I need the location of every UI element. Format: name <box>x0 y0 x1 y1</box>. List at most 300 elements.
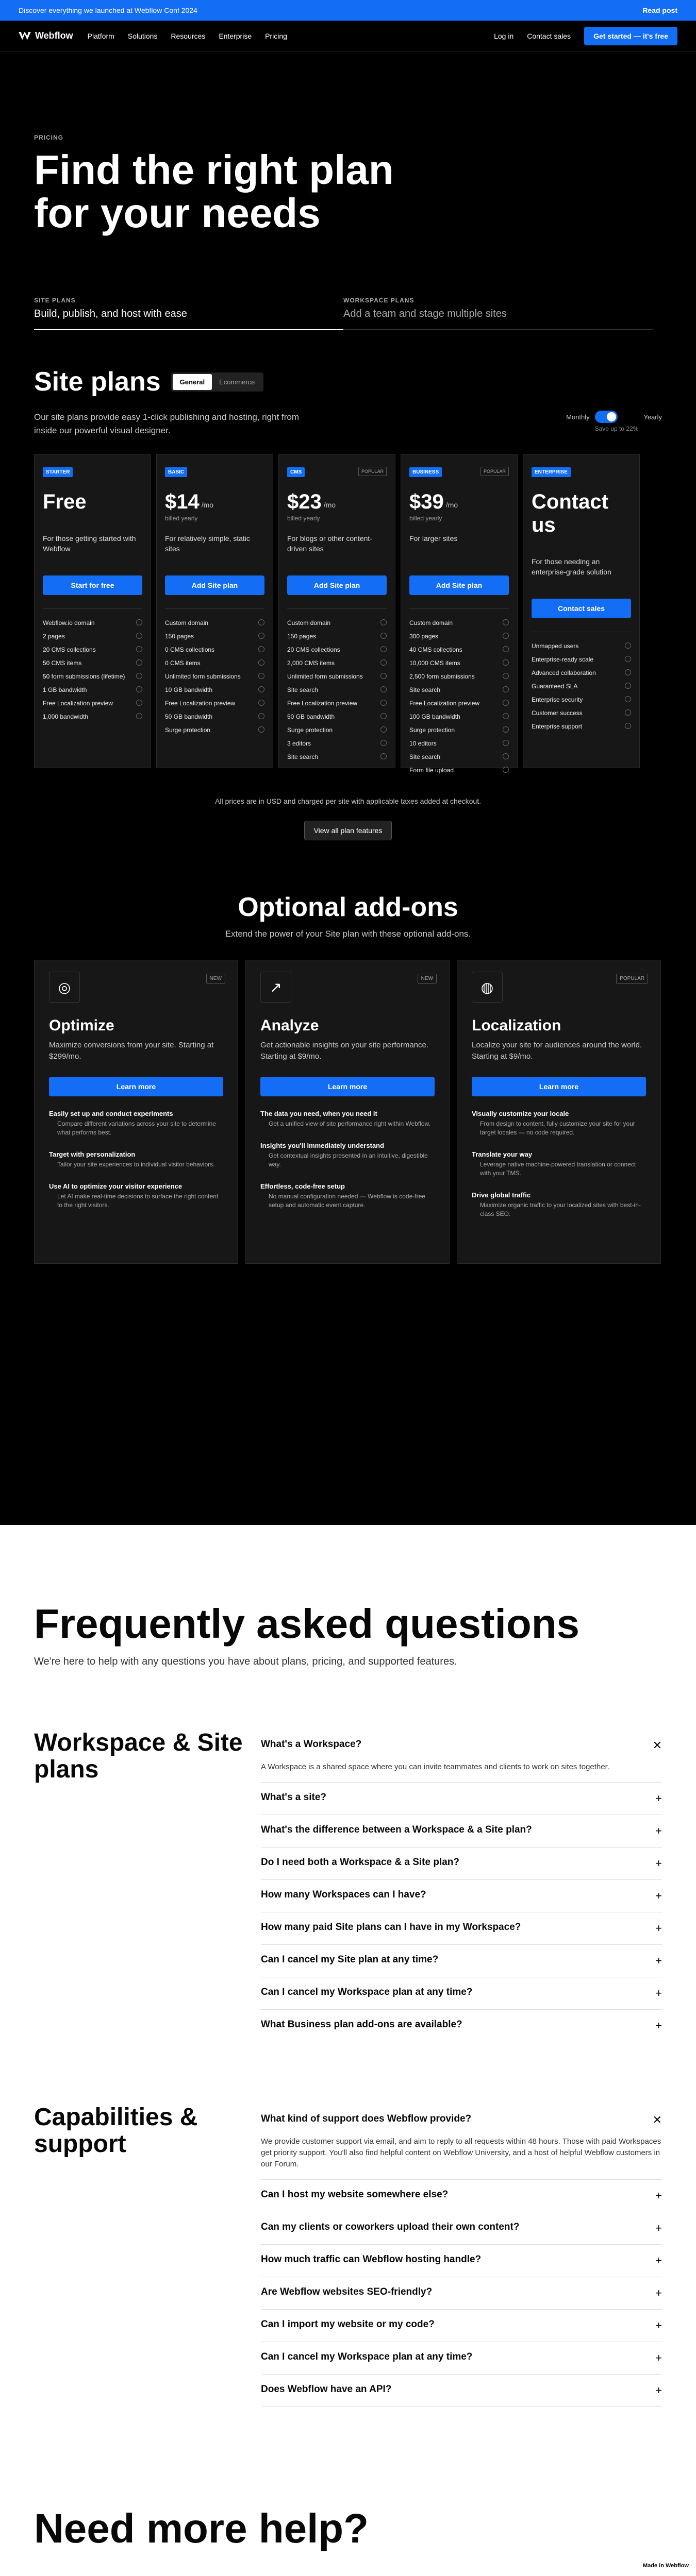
addon-feature-title: Use AI to optimize your visitor experience <box>49 1182 183 1190</box>
feature-item <box>287 630 387 643</box>
addon-feature <box>260 1142 435 1169</box>
plan-price <box>532 490 631 537</box>
feature-label: Webflow.io domain <box>43 619 95 626</box>
feature-item <box>165 697 264 710</box>
feature-item <box>532 666 631 680</box>
feature-item <box>165 616 264 630</box>
info-icon[interactable] <box>503 767 509 773</box>
plus-icon: + <box>655 1889 662 1902</box>
faq-question-text: What Business plan add-ons are available? <box>261 2019 462 2030</box>
faq-question[interactable] <box>261 2375 662 2407</box>
addon-icon: ◍ <box>472 972 503 1003</box>
info-icon[interactable] <box>625 683 631 689</box>
info-icon[interactable] <box>258 713 264 719</box>
feature-label: Custom domain <box>287 619 331 626</box>
feature-item <box>532 639 631 653</box>
info-icon[interactable] <box>380 619 387 625</box>
feature-label: 1 GB bandwidth <box>43 686 87 693</box>
faq-question[interactable] <box>261 2212 662 2245</box>
price-value: $14 <box>165 490 200 513</box>
feature-label: 150 pages <box>287 633 317 640</box>
feature-label: Unlimited form submissions <box>287 673 363 680</box>
info-icon[interactable] <box>503 740 509 746</box>
info-icon[interactable] <box>625 642 631 649</box>
info-icon[interactable] <box>625 656 631 662</box>
banner-text: Discover everything we launched at Webflow Conf 2024 <box>19 6 197 14</box>
feature-label: Custom domain <box>409 619 453 626</box>
info-icon[interactable] <box>258 673 264 679</box>
currency-note: All prices are in USD and charged per site with applicable taxes added at checkout. <box>215 797 481 805</box>
site-plans-section <box>0 330 696 840</box>
info-icon[interactable] <box>380 740 387 746</box>
faq-section <box>0 1525 696 2407</box>
info-icon[interactable] <box>258 686 264 692</box>
plus-icon: + <box>655 2286 662 2299</box>
learn-more-button[interactable]: Learn more <box>260 1077 435 1096</box>
feature-item <box>287 670 387 683</box>
addon-feature-title: Target with personalization <box>49 1150 136 1158</box>
nav-link-solutions[interactable]: Solutions <box>127 31 158 40</box>
feature-item <box>287 697 387 710</box>
info-icon[interactable] <box>380 713 387 719</box>
feature-item <box>165 656 264 670</box>
compare-plans-button[interactable]: View all plan features <box>304 821 392 840</box>
addon-feature-desc: From design to content, fully customize your site for your target locales — no code required. <box>480 1120 635 1136</box>
info-icon[interactable] <box>503 726 509 733</box>
addon-feature-title: Drive global traffic <box>472 1191 531 1199</box>
info-icon[interactable] <box>136 686 142 692</box>
feature-item <box>532 680 631 693</box>
plus-icon: + <box>655 2351 662 2364</box>
info-icon[interactable] <box>380 659 387 666</box>
faq-question[interactable] <box>261 2342 662 2375</box>
billing-period: billed yearly <box>409 515 442 522</box>
info-icon[interactable] <box>503 700 509 706</box>
addon-card <box>457 960 661 1264</box>
billing-switch[interactable] <box>595 411 618 423</box>
info-icon[interactable] <box>380 686 387 692</box>
plan-description: For relatively simple, static sites <box>165 534 250 553</box>
faq-group <box>34 1730 662 2042</box>
faq-group <box>34 2104 662 2407</box>
nav-link-resources[interactable]: Resources <box>171 31 206 40</box>
feature-item <box>287 656 387 670</box>
feature-label: Enterprise support <box>532 723 583 730</box>
help-title: Need more help? <box>34 2505 369 2551</box>
plan-cards <box>34 454 662 774</box>
price-value: Contact us <box>532 490 608 536</box>
info-icon[interactable] <box>258 659 264 666</box>
faq-question-open[interactable] <box>261 2104 662 2136</box>
faq-title: Frequently asked questions <box>34 1601 580 1647</box>
feature-label: 20 CMS collections <box>287 646 340 653</box>
feature-label: 3 editors <box>287 740 311 747</box>
addons-section <box>0 840 696 1264</box>
price-unit: /mo <box>201 501 214 509</box>
info-icon[interactable] <box>503 659 509 666</box>
tab-workspace-plans[interactable]: WORKSPACE PLANS Add a team and stage multiple sites <box>343 297 653 330</box>
info-icon[interactable] <box>258 646 264 652</box>
nav-link-platform[interactable]: Platform <box>87 31 114 40</box>
feature-list <box>165 608 264 737</box>
feature-item <box>165 630 264 643</box>
faq-question[interactable] <box>261 2277 662 2310</box>
monthly-label: Monthly <box>566 413 590 421</box>
faq-question[interactable] <box>261 1815 662 1848</box>
feature-label: Free Localization preview <box>43 700 113 707</box>
addon-description: Maximize conversions from your site. Starting at $299/mo. <box>49 1041 214 1061</box>
plus-icon: + <box>655 1922 662 1935</box>
info-icon[interactable] <box>258 619 264 625</box>
feature-list <box>532 632 631 733</box>
info-icon[interactable] <box>625 709 631 716</box>
feature-label: Customer success <box>532 709 583 717</box>
faq-question-text: How much traffic can Webflow hosting handle? <box>261 2254 482 2265</box>
nav-link-pricing[interactable]: Pricing <box>265 31 287 40</box>
hero <box>0 52 696 330</box>
faq-question-text: What's a site? <box>261 1792 326 1803</box>
info-icon[interactable] <box>503 633 509 639</box>
info-icon[interactable] <box>136 659 142 666</box>
plus-icon: + <box>655 1987 662 1999</box>
feature-label: Free Localization preview <box>287 700 358 707</box>
info-icon[interactable] <box>625 723 631 729</box>
faq-question-text: What kind of support does Webflow provide? <box>261 2113 472 2124</box>
plus-icon: + <box>655 2222 662 2234</box>
seg-ecommerce[interactable]: Ecommerce <box>219 378 255 386</box>
yearly-label: Yearly <box>643 413 662 421</box>
feature-label: 300 pages <box>409 633 439 640</box>
feature-label: 50 CMS items <box>43 659 82 667</box>
addon-feature-title: Insights you'll immediately understand <box>260 1142 385 1149</box>
faq-question[interactable] <box>261 1912 662 1945</box>
addon-feature-title: Visually customize your locale <box>472 1110 569 1117</box>
contact-sales-link[interactable]: Contact sales <box>527 31 571 40</box>
feature-item <box>287 723 387 737</box>
webflow-logo[interactable]: Webflow <box>19 30 73 41</box>
info-icon[interactable] <box>503 753 509 759</box>
faq-question-text: Can I host my website somewhere else? <box>261 2189 449 2200</box>
nav-link-enterprise[interactable]: Enterprise <box>219 31 252 40</box>
price-value: $39 <box>409 490 444 513</box>
info-icon[interactable] <box>136 646 142 652</box>
login-link[interactable]: Log in <box>494 31 514 40</box>
addon-feature-desc: Compare different variations across your site to determine what performs best. <box>57 1120 216 1136</box>
info-icon[interactable] <box>503 646 509 652</box>
faq-question[interactable] <box>261 1783 662 1815</box>
addon-feature-title: The data you need, when you need it <box>260 1110 377 1117</box>
feature-label: Guaranteed SLA <box>532 683 578 690</box>
faq-answer: We provide customer support via email, and aim to reply to all requests within 48 hours. Those with paid Workspaces get priority support. You'll also find helpful content on Webflow University, and a host of helpful Webflow customers in our Forum. <box>261 2136 662 2180</box>
addon-feature <box>472 1150 646 1178</box>
feature-label: Free Localization preview <box>409 700 480 707</box>
addon-feature-desc: Maximize organic traffic to your localized sites with best-in-class SEO. <box>480 1201 641 1217</box>
info-icon[interactable] <box>380 646 387 652</box>
save-note: Save up to 22% <box>594 425 639 432</box>
feature-item <box>43 656 142 670</box>
addon-feature <box>49 1110 223 1137</box>
feature-item <box>409 764 509 777</box>
plan-cta-button[interactable]: Start for free <box>43 575 142 595</box>
feature-item <box>409 697 509 710</box>
feature-label: 50 GB bandwidth <box>165 713 213 720</box>
faq-question[interactable] <box>261 1945 662 1977</box>
feature-label: Unlimited form submissions <box>165 673 241 680</box>
addon-badge: NEW <box>418 974 437 984</box>
feature-label: 0 CMS collections <box>165 646 215 653</box>
plan-description: For those needing an enterprise-grade solution <box>532 557 611 576</box>
feature-item <box>165 723 264 737</box>
billing-period <box>43 515 142 522</box>
faq-question-text: Can I cancel my Workspace plan at any time? <box>261 1987 473 1997</box>
addons-title: Optional add-ons <box>238 892 458 922</box>
info-icon[interactable] <box>380 700 387 706</box>
faq-group-title: Capabilities & support <box>34 2104 198 2158</box>
faq-question-text: Can I import my website or my code? <box>261 2319 435 2330</box>
plus-icon: + <box>655 1857 662 1870</box>
addon-card <box>245 960 450 1264</box>
addon-feature <box>472 1191 646 1218</box>
feature-label: Surge protection <box>165 726 211 734</box>
feature-label: Site search <box>287 753 319 760</box>
plus-icon: + <box>655 1824 662 1837</box>
feature-item <box>43 697 142 710</box>
plan-cta-button[interactable]: Contact sales <box>532 599 631 618</box>
plan-tag: BUSINESS <box>409 467 442 477</box>
feature-label: 40 CMS collections <box>409 646 462 653</box>
faq-question-open[interactable] <box>261 1730 662 1761</box>
feature-list <box>43 608 142 723</box>
price-value: Free <box>43 490 87 513</box>
plan-price <box>409 490 509 514</box>
addon-feature <box>49 1150 223 1169</box>
info-icon[interactable] <box>136 713 142 719</box>
info-icon[interactable] <box>503 619 509 625</box>
feature-item <box>165 683 264 697</box>
faq-question-text: Can my clients or coworkers upload their own content? <box>261 2222 520 2232</box>
info-icon[interactable] <box>136 633 142 639</box>
info-icon[interactable] <box>136 673 142 679</box>
site-plans-description: Our site plans provide easy 1-click publishing and hosting, right from inside our powerful visual designer. <box>34 412 300 435</box>
feature-item <box>287 750 387 764</box>
feature-label: Surge protection <box>287 726 333 734</box>
made-in-webflow-badge[interactable]: Made in Webflow <box>639 2560 693 2572</box>
feature-item <box>43 670 142 683</box>
close-icon[interactable]: ✕ <box>652 1739 662 1752</box>
addons-subtitle: Extend the power of your Site plan with these optional add-ons. <box>225 929 471 939</box>
faq-question-text: Are Webflow websites SEO-friendly? <box>261 2286 433 2297</box>
feature-list <box>287 608 387 764</box>
addon-feature <box>260 1182 435 1210</box>
info-icon[interactable] <box>136 619 142 625</box>
plan-cta-button[interactable]: Add Site plan <box>165 575 264 595</box>
billing-period <box>532 538 631 545</box>
addon-badge: NEW <box>206 974 225 984</box>
feature-item <box>43 710 142 723</box>
learn-more-button[interactable]: Learn more <box>472 1077 646 1096</box>
feature-label: 100 GB bandwidth <box>409 713 460 720</box>
feature-item <box>43 683 142 697</box>
price-unit: /mo <box>323 501 336 509</box>
feature-item <box>43 630 142 643</box>
feature-label: 10 GB bandwidth <box>165 686 213 693</box>
feature-label: 1,000 bandwidth <box>43 713 89 720</box>
info-icon[interactable] <box>258 700 264 706</box>
feature-item <box>409 670 509 683</box>
faq-lead: We're here to help with any questions you have about plans, pricing, and supported features. <box>34 1656 457 1667</box>
info-icon[interactable] <box>503 713 509 719</box>
feature-item <box>287 737 387 750</box>
webflow-logo-icon <box>19 32 31 40</box>
feature-item <box>287 710 387 723</box>
popular-badge: POPULAR <box>358 467 387 476</box>
info-icon[interactable] <box>503 686 509 692</box>
banner-link[interactable]: Read post <box>642 6 677 14</box>
plus-icon: + <box>655 1954 662 1967</box>
faq-question-text: How many Workspaces can I have? <box>261 1889 426 1900</box>
feature-label: 2,500 form submissions <box>409 673 475 680</box>
addon-feature-desc: Tailor your site experiences to individual visitor behaviors. <box>57 1161 215 1168</box>
info-icon[interactable] <box>258 726 264 733</box>
plan-card <box>523 454 640 768</box>
addon-feature-desc: Get contextual insights presented in an intuitive, digestible way. <box>269 1152 428 1168</box>
faq-question[interactable] <box>261 2180 662 2212</box>
addon-feature-desc: Leverage native machine-powered translation or connect with your TMS. <box>480 1161 636 1177</box>
faq-question-text: Can I cancel my Workspace plan at any time? <box>261 2351 473 2362</box>
feature-item <box>409 710 509 723</box>
feature-list <box>409 608 509 777</box>
addon-feature-title: Easily set up and conduct experiments <box>49 1110 173 1117</box>
faq-question[interactable] <box>261 2245 662 2277</box>
light-section <box>0 1525 696 2576</box>
plan-card <box>156 454 273 768</box>
plan-cta-button[interactable]: Add Site plan <box>409 575 509 595</box>
feature-item <box>409 683 509 697</box>
feature-item <box>532 720 631 733</box>
plan-cta-button[interactable]: Add Site plan <box>287 575 387 595</box>
feature-item <box>409 750 509 764</box>
info-icon[interactable] <box>380 753 387 759</box>
feature-item <box>165 643 264 656</box>
page-title: Find the right plan for your needs <box>34 147 394 236</box>
faq-group-title: Workspace & Site plans <box>34 1729 243 1783</box>
addon-icon: ↗ <box>260 972 291 1003</box>
addon-feature-desc: No manual configuration needed — Webflow is code-free setup and automatic event capture. <box>269 1193 425 1209</box>
site-plans-title: Site plans <box>34 367 161 397</box>
addon-feature <box>49 1182 223 1210</box>
feature-label: 2 pages <box>43 633 65 640</box>
tab-site-plans[interactable]: SITE PLANS Build, publish, and host with ease <box>34 297 343 330</box>
info-icon[interactable] <box>380 673 387 679</box>
addon-description: Localize your site for audiences around the world. Starting at $9/mo. <box>472 1041 642 1061</box>
plan-tag: CMS <box>287 467 305 477</box>
seg-general[interactable]: General <box>173 374 212 390</box>
faq-question[interactable] <box>261 1880 662 1912</box>
feature-item <box>409 723 509 737</box>
info-icon[interactable] <box>136 700 142 706</box>
plan-price <box>165 490 264 514</box>
plan-card <box>401 454 518 774</box>
plus-icon: + <box>655 2254 662 2267</box>
info-icon[interactable] <box>503 673 509 679</box>
info-icon[interactable] <box>380 726 387 733</box>
feature-label: 10,000 CMS items <box>409 659 460 667</box>
feature-label: 10 editors <box>409 740 437 747</box>
plan-tag: ENTERPRISE <box>532 467 571 477</box>
faq-list <box>261 2104 662 2407</box>
feature-item <box>409 630 509 643</box>
price-unit: /mo <box>445 501 458 509</box>
addon-icon: ◎ <box>49 972 80 1003</box>
plan-price <box>43 490 142 514</box>
hero-eyebrow: PRICING <box>34 134 64 141</box>
addon-title: Optimize <box>49 1017 114 1034</box>
plan-tag: STARTER <box>43 467 73 477</box>
feature-label: Surge protection <box>409 726 455 734</box>
billing-toggle <box>566 411 662 437</box>
info-icon[interactable] <box>258 633 264 639</box>
feature-item <box>532 706 631 720</box>
plus-icon: + <box>655 2384 662 2397</box>
addon-feature-desc: Get a unified view of site performance right within Webflow. <box>269 1120 430 1127</box>
feature-label: 0 CMS items <box>165 659 201 667</box>
faq-question-text: Can I cancel my Site plan at any time? <box>261 1954 439 1965</box>
feature-item <box>409 656 509 670</box>
feature-label: Custom domain <box>165 619 209 626</box>
learn-more-button[interactable]: Learn more <box>49 1077 223 1096</box>
feature-label: Form file upload <box>409 767 454 774</box>
feature-label: 2,000 CMS items <box>287 659 335 667</box>
faq-answer: A Workspace is a shared space where you can invite teammates and clients to work on sites together. <box>261 1761 662 1783</box>
faq-question[interactable] <box>261 2310 662 2342</box>
plan-category-toggle <box>171 372 264 392</box>
faq-question[interactable] <box>261 1848 662 1880</box>
close-icon[interactable]: ✕ <box>652 2113 662 2126</box>
faq-question[interactable] <box>261 1977 662 2010</box>
feature-item <box>409 616 509 630</box>
feature-item <box>532 653 631 666</box>
addon-feature <box>260 1110 435 1128</box>
info-icon[interactable] <box>380 633 387 639</box>
faq-question-text: What's a Workspace? <box>261 1739 362 1750</box>
info-icon[interactable] <box>625 669 631 675</box>
addon-feature-title: Effortless, code-free setup <box>260 1182 345 1190</box>
feature-item <box>409 643 509 656</box>
top-nav <box>0 21 696 52</box>
faq-question-text: Do I need both a Workspace & a Site plan? <box>261 1857 460 1868</box>
help-section <box>0 2407 696 2576</box>
info-icon[interactable] <box>625 696 631 702</box>
plan-description: For blogs or other content-driven sites <box>287 534 372 553</box>
faq-question-text: What's the difference between a Workspace & a Site plan? <box>261 1824 532 1835</box>
plan-card <box>34 454 151 768</box>
feature-label: Site search <box>409 753 441 760</box>
plus-icon: + <box>655 2019 662 2032</box>
plan-description: For larger sites <box>409 534 458 543</box>
feature-label: Advanced collaboration <box>532 669 596 676</box>
addon-feature-title: Translate your way <box>472 1150 533 1158</box>
feature-label: Unmapped users <box>532 642 579 650</box>
plan-tag: BASIC <box>165 467 187 477</box>
addon-description: Get actionable insights on your site performance. Starting at $9/mo. <box>260 1041 429 1061</box>
feature-item <box>165 670 264 683</box>
price-value: $23 <box>287 490 322 513</box>
plus-icon: + <box>655 2189 662 2202</box>
get-started-button[interactable]: Get started — it's free <box>584 27 677 45</box>
plus-icon: + <box>655 1792 662 1805</box>
faq-question[interactable] <box>261 2010 662 2042</box>
feature-item <box>287 643 387 656</box>
